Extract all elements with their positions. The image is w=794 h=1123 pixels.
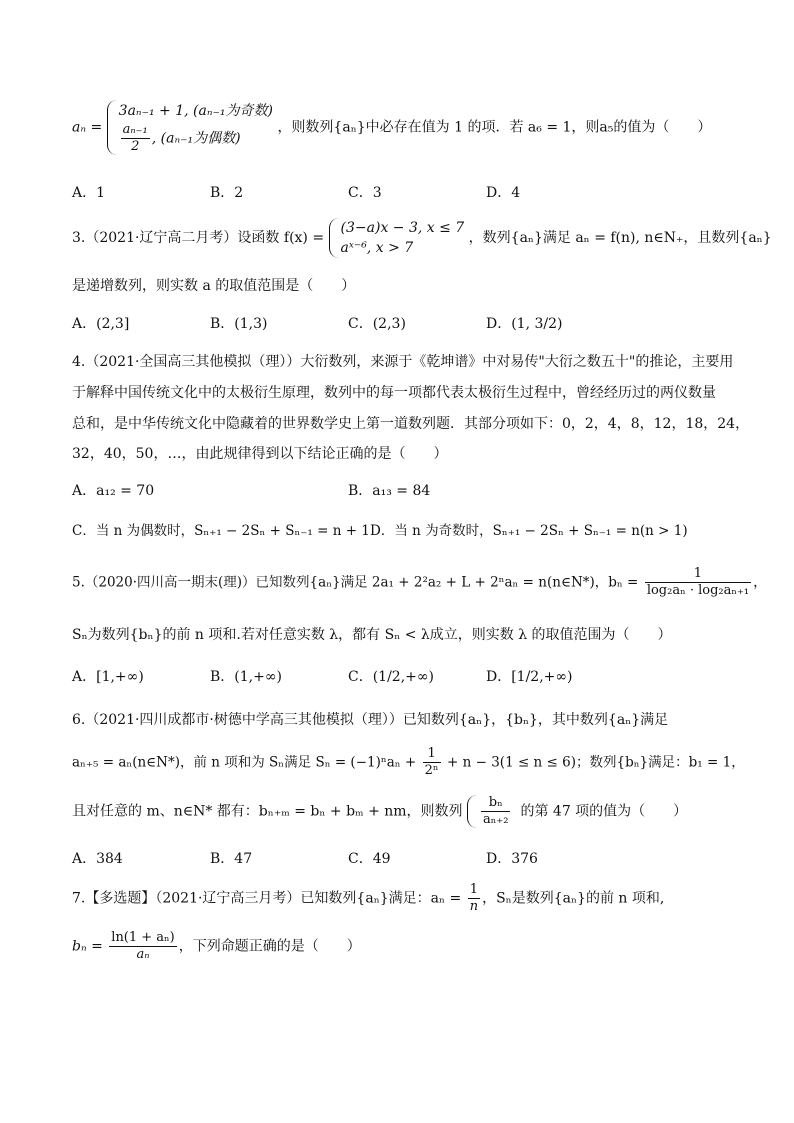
q3-option-a: A．(2,3] — [72, 316, 130, 332]
q5-fraction — [645, 566, 751, 599]
q6-frac-den: 2ⁿ — [424, 763, 439, 778]
q7-frac2-den: aₙ — [136, 947, 150, 962]
q7-frac-num: 1 — [468, 882, 480, 899]
q2-frac-den: 2 — [131, 139, 140, 154]
q6-frac2-num: bₙ — [481, 795, 510, 812]
q6-option-a: A．384 — [72, 851, 123, 867]
q2-formula-line — [72, 100, 754, 164]
q4-line-1: 4.（2021·全国高三其他模拟（理））大衍数列，来源于《乾坤谱》中对易传"大衍之数五十"的推论，主要用 — [72, 354, 734, 370]
q4-line-4: 32，40，50，…，由此规律得到以下结论正确的是（ ） — [72, 446, 448, 462]
q2-brace — [107, 100, 118, 155]
q7-line-1 — [72, 882, 754, 918]
q7-stem-c: ，下列命题正确的是（ ） — [178, 938, 361, 955]
q6-stem-d: 的第 47 项的值为（ ） — [520, 803, 688, 820]
q5-option-b: B．(1,+∞) — [210, 669, 282, 685]
q7-fraction-2 — [109, 930, 176, 963]
q3-stem-line — [72, 218, 772, 268]
q4-line-3: 总和，是中华传统文化中隐藏着的世界数学史上第一道数列题．其部分项如下：0，2，4，8，12，18，24， — [72, 416, 750, 432]
q3-option-b: B．(1,3) — [210, 316, 268, 332]
q6-stem-b: + n − 3(1 ≤ n ≤ 6)；数列{bₙ}满足：b₁ = 1， — [447, 754, 745, 771]
q3-case-1: (3−a)x − 3, x ≤ 7 — [340, 220, 465, 236]
q3-stem-a: 3.（2021·辽宁高二月考）设函数 f(x) = — [72, 230, 325, 246]
q2-option-a: A．1 — [72, 185, 106, 201]
q2-option-c: C．3 — [348, 185, 382, 201]
q5-frac-num: 1 — [645, 566, 751, 583]
q2-piecewise — [107, 100, 273, 155]
q3-stem-b: ，数列{aₙ}满足 aₙ = f(n), n∈N₊，且数列{aₙ} — [468, 230, 772, 246]
q7-stem-b: ，Sₙ是数列{aₙ}的前 n 项和, — [482, 890, 665, 907]
q4-option-d: D．当 n 为奇数时，Sₙ₊₁ − 2Sₙ + Sₙ₋₁ = n(n > 1) — [370, 523, 688, 539]
q4-option-a: A．a₁₂ = 70 — [72, 483, 155, 499]
q5-stem-b: ， — [753, 574, 768, 591]
q7-frac2-num: ln(1 + aₙ) — [111, 930, 175, 945]
q7-fraction — [468, 882, 480, 915]
q6-stem-a: aₙ₊₅ = aₙ(n∈N*)，前 n 项和为 Sₙ满足 Sₙ = (−1)ⁿaₙ + — [72, 754, 417, 771]
q5-line-1 — [72, 566, 768, 606]
q6-stem-c: 且对任意的 m、n∈N* 都有：bₙ₊ₘ = bₙ + bₘ + nm，则数列 — [72, 803, 463, 820]
q5-frac-den: log₂aₙ · log₂aₙ₊₁ — [646, 583, 750, 598]
q2-option-b: B．2 — [210, 185, 244, 201]
q2-case-even-tail: , (aₙ₋₁为偶数) — [151, 130, 241, 147]
q3-case-2: aˣ⁻⁶, x > 7 — [340, 240, 414, 256]
q3-stem-c: 是递增数列，则实数 a 的取值范围是（ ） — [72, 278, 356, 294]
q5-stem-a: 5.（2020·四川高一期末(理)）已知数列{aₙ}满足 2a₁ + 2²a₂ + L + 2ⁿaₙ = n(n∈N*)，bₙ = — [72, 574, 639, 591]
q6-frac-num: 1 — [423, 746, 441, 763]
q5-line-2: Sₙ为数列{bₙ}的前 n 项和.若对任意实数 λ，都有 Sₙ < λ成立，则实数 λ 的取值范围为（ ） — [72, 627, 672, 643]
q4-line-2: 于解释中国传统文化中的太极衍生原理，数列中的每一项都代表太极衍生过程中，曾经经历过的两仪数量 — [72, 385, 716, 401]
q3-option-c: C．(2,3) — [348, 316, 406, 332]
q6-line-1: 6.（2021·四川成都市·树德中学高三其他模拟（理））已知数列{aₙ}，{bₙ}，其中数列{aₙ}满足 — [72, 712, 669, 728]
q3-brace — [329, 218, 340, 258]
q6-line-2 — [72, 746, 754, 782]
q4-option-b: B．a₁₃ = 84 — [348, 483, 431, 499]
q2-frac-num: aₙ₋₁ — [122, 122, 148, 137]
q2-case-odd: 3aₙ₋₁ + 1, (aₙ₋₁为奇数) — [118, 103, 273, 119]
q2-option-d: D．4 — [486, 185, 521, 201]
q6-frac2-den: aₙ₊₂ — [483, 812, 509, 827]
q2-lhs: aₙ = — [72, 119, 103, 136]
q6-option-d: D．376 — [486, 851, 538, 867]
q2-case-even — [119, 122, 273, 155]
q7-frac-den: n — [469, 899, 479, 914]
q5-option-d: D．[1/2,+∞) — [486, 669, 573, 685]
q6-option-c: C．49 — [348, 851, 391, 867]
q2-text: ，则数列{aₙ}中必存在值为 1 的项．若 a₆ = 1，则a₅的值为（ ） — [277, 119, 712, 136]
q4-option-c: C．当 n 为偶数时，Sₙ₊₁ − 2Sₙ + Sₙ₋₁ = n + 1 — [72, 523, 370, 539]
q7-bn-lhs: bₙ = — [72, 938, 103, 955]
q6-brace — [467, 795, 478, 828]
q7-stem-a: 7.【多选题】（2021·辽宁高三月考）已知数列{aₙ}满足：aₙ = — [72, 890, 462, 907]
q6-bracket-fraction — [467, 795, 520, 828]
q6-option-b: B．47 — [210, 851, 253, 867]
q6-fraction-2 — [481, 795, 510, 828]
q5-option-c: C．(1/2,+∞) — [348, 669, 435, 685]
q3-option-d: D．(1, 3/2) — [486, 316, 563, 332]
q5-option-a: A．[1,+∞) — [72, 669, 144, 685]
q6-line-3 — [72, 795, 754, 835]
q2-fraction — [121, 122, 150, 155]
q7-line-2 — [72, 930, 754, 970]
q6-fraction — [423, 746, 441, 779]
q3-piecewise — [329, 218, 465, 258]
